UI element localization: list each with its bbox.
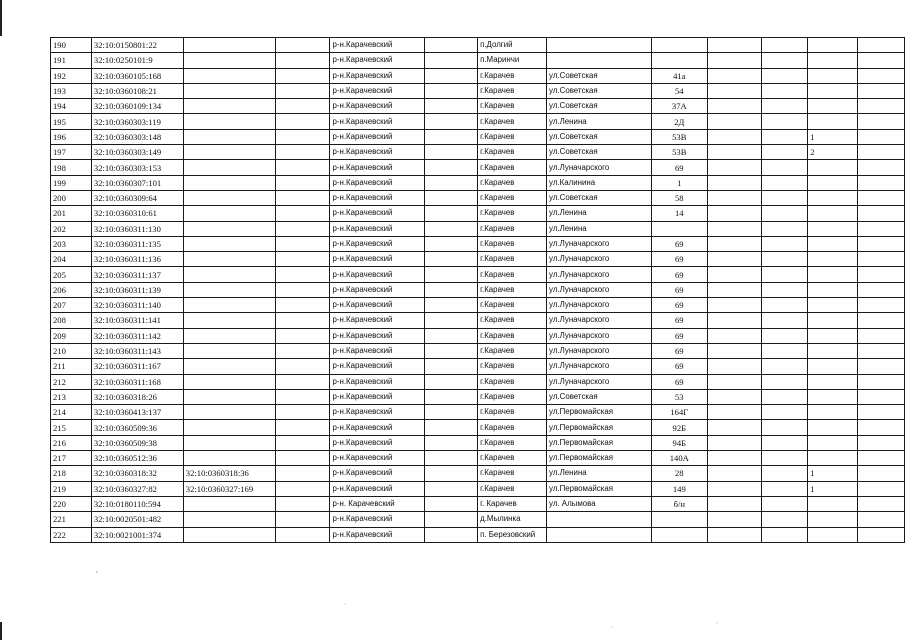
- settlement-cell: г.Карачев: [478, 145, 547, 160]
- row-number-cell: 193: [51, 83, 92, 98]
- unit-number-cell: 1: [808, 129, 858, 144]
- cadastral-number-cell: 32:10:0360311:137: [91, 267, 183, 282]
- row-number-cell: 207: [51, 298, 92, 313]
- house-number-cell: 53В: [651, 145, 707, 160]
- settlement-cell: г.Карачев: [478, 68, 547, 83]
- district-cell: р-н.Карачевский: [330, 160, 425, 175]
- district-cell: р-н.Карачевский: [330, 527, 425, 542]
- row-number-cell: 222: [51, 527, 92, 542]
- house-number-cell: 69: [651, 282, 707, 297]
- row-number-cell: 191: [51, 53, 92, 68]
- district-cell: р-н.Карачевский: [330, 466, 425, 481]
- house-number-cell: 69: [651, 374, 707, 389]
- cadastral-number-cell: 32:10:0360311:139: [91, 282, 183, 297]
- settlement-cell: г.Карачев: [478, 252, 547, 267]
- settlement-cell: г.Карачев: [478, 83, 547, 98]
- street-cell: ул.Луначарского: [547, 160, 652, 175]
- street-cell: ул.Первомайская: [547, 451, 652, 466]
- cadastral-number-cell: 32:10:0360311:140: [91, 298, 183, 313]
- district-cell: р-н.Карачевский: [330, 328, 425, 343]
- linked-cadastral-number-cell: 32:10:0360327:169: [183, 481, 275, 496]
- settlement-cell: г.Карачев: [478, 114, 547, 129]
- house-number-cell: 2Д: [651, 114, 707, 129]
- settlement-cell: г.Карачев: [478, 451, 547, 466]
- street-cell: ул.Луначарского: [547, 298, 652, 313]
- district-cell: р-н.Карачевский: [330, 481, 425, 496]
- row-number-cell: 196: [51, 129, 92, 144]
- row-number-cell: 202: [51, 221, 92, 236]
- cadastral-number-cell: 32:10:0360413:137: [91, 405, 183, 420]
- house-number-cell: 92Б: [651, 420, 707, 435]
- cadastral-number-cell: 32:10:0360509:38: [91, 435, 183, 450]
- district-cell: р-н.Карачевский: [330, 175, 425, 190]
- settlement-cell: г.Карачев: [478, 435, 547, 450]
- street-cell: ул.Луначарского: [547, 374, 652, 389]
- street-cell: ул.Калинина: [547, 175, 652, 190]
- row-number-cell: 212: [51, 374, 92, 389]
- house-number-cell: 28: [651, 466, 707, 481]
- district-cell: р-н.Карачевский: [330, 236, 425, 251]
- settlement-cell: г.Карачев: [478, 374, 547, 389]
- row-number-cell: 199: [51, 175, 92, 190]
- house-number-cell: 69: [651, 343, 707, 358]
- district-cell: р-н.Карачевский: [330, 267, 425, 282]
- settlement-cell: г.Карачев: [478, 389, 547, 404]
- settlement-cell: г.Карачев: [478, 343, 547, 358]
- district-cell: р-н.Карачевский: [330, 374, 425, 389]
- cadastral-number-cell: 32:10:0360311:168: [91, 374, 183, 389]
- cadastral-number-cell: 32:10:0360311:143: [91, 343, 183, 358]
- street-cell: ул.Ленина: [547, 206, 652, 221]
- cadastral-number-cell: 32:10:0360327:82: [91, 481, 183, 496]
- district-cell: р-н.Карачевский: [330, 145, 425, 160]
- house-number-cell: б/н: [651, 496, 707, 511]
- street-cell: ул. Алымова: [547, 496, 652, 511]
- district-cell: р-н. Карачевский: [330, 496, 425, 511]
- district-cell: р-н.Карачевский: [330, 206, 425, 221]
- district-cell: р-н.Карачевский: [330, 389, 425, 404]
- house-number-cell: 69: [651, 298, 707, 313]
- row-number-cell: 204: [51, 252, 92, 267]
- street-cell: ул.Луначарского: [547, 282, 652, 297]
- row-number-cell: 195: [51, 114, 92, 129]
- house-number-cell: 58: [651, 190, 707, 205]
- cadastral-number-cell: 32:10:0360311:142: [91, 328, 183, 343]
- street-cell: ул.Ленина: [547, 466, 652, 481]
- settlement-cell: г.Карачев: [478, 298, 547, 313]
- district-cell: р-н.Карачевский: [330, 68, 425, 83]
- district-cell: р-н.Карачевский: [330, 53, 425, 68]
- cadastral-number-cell: 32:10:0360310:61: [91, 206, 183, 221]
- street-cell: ул.Советская: [547, 389, 652, 404]
- settlement-cell: г. Карачев: [478, 496, 547, 511]
- street-cell: ул.Ленина: [547, 114, 652, 129]
- street-cell: ул.Первомайская: [547, 405, 652, 420]
- row-number-cell: 218: [51, 466, 92, 481]
- house-number-cell: 69: [651, 252, 707, 267]
- settlement-cell: п.Маринчи: [478, 53, 547, 68]
- district-cell: р-н.Карачевский: [330, 313, 425, 328]
- cadastral-number-cell: 32:10:0020501:482: [91, 512, 183, 527]
- row-number-cell: 200: [51, 190, 92, 205]
- cadastral-number-cell: 32:10:0360512:36: [91, 451, 183, 466]
- house-number-cell: 149: [651, 481, 707, 496]
- house-number-cell: 94Б: [651, 435, 707, 450]
- house-number-cell: 69: [651, 359, 707, 374]
- settlement-cell: г.Карачев: [478, 129, 547, 144]
- settlement-cell: г.Карачев: [478, 282, 547, 297]
- street-cell: ул.Луначарского: [547, 267, 652, 282]
- district-cell: р-н.Карачевский: [330, 38, 425, 53]
- cadastral-number-cell: 32:10:0180110:594: [91, 496, 183, 511]
- row-number-cell: 213: [51, 389, 92, 404]
- cadastral-number-cell: 32:10:0360309:64: [91, 190, 183, 205]
- cadastral-number-cell: 32:10:0360307:101: [91, 175, 183, 190]
- cadastral-number-cell: 32:10:0360509:36: [91, 420, 183, 435]
- row-number-cell: 194: [51, 99, 92, 114]
- district-cell: р-н.Карачевский: [330, 99, 425, 114]
- cadastral-number-cell: 32:10:0360303:148: [91, 129, 183, 144]
- row-number-cell: 215: [51, 420, 92, 435]
- row-number-cell: 209: [51, 328, 92, 343]
- settlement-cell: г.Карачев: [478, 466, 547, 481]
- cadastral-number-cell: 32:10:0360311:130: [91, 221, 183, 236]
- row-number-cell: 203: [51, 236, 92, 251]
- district-cell: р-н.Карачевский: [330, 282, 425, 297]
- unit-number-cell: 2: [808, 145, 858, 160]
- street-cell: ул.Советская: [547, 190, 652, 205]
- settlement-cell: д.Мылинка: [478, 512, 547, 527]
- house-number-cell: 1: [651, 175, 707, 190]
- house-number-cell: 69: [651, 267, 707, 282]
- cadastral-number-cell: 32:10:0360318:32: [91, 466, 183, 481]
- row-number-cell: 217: [51, 451, 92, 466]
- district-cell: р-н.Карачевский: [330, 451, 425, 466]
- settlement-cell: г.Карачев: [478, 405, 547, 420]
- house-number-cell: 54: [651, 83, 707, 98]
- street-cell: ул.Луначарского: [547, 313, 652, 328]
- district-cell: р-н.Карачевский: [330, 190, 425, 205]
- cadastral-number-cell: 32:10:0360109:134: [91, 99, 183, 114]
- district-cell: р-н.Карачевский: [330, 405, 425, 420]
- street-cell: ул.Луначарского: [547, 359, 652, 374]
- row-number-cell: 211: [51, 359, 92, 374]
- settlement-cell: г.Карачев: [478, 175, 547, 190]
- row-number-cell: 208: [51, 313, 92, 328]
- row-number-cell: 214: [51, 405, 92, 420]
- street-cell: ул.Луначарского: [547, 252, 652, 267]
- settlement-cell: г.Карачев: [478, 267, 547, 282]
- street-cell: ул.Луначарского: [547, 328, 652, 343]
- cadastral-number-cell: 32:10:0360318:26: [91, 389, 183, 404]
- settlement-cell: г.Карачев: [478, 221, 547, 236]
- district-cell: р-н.Карачевский: [330, 221, 425, 236]
- district-cell: р-н.Карачевский: [330, 343, 425, 358]
- street-cell: ул.Луначарского: [547, 343, 652, 358]
- house-number-cell: 53: [651, 389, 707, 404]
- settlement-cell: г.Карачев: [478, 420, 547, 435]
- settlement-cell: г.Карачев: [478, 481, 547, 496]
- district-cell: р-н.Карачевский: [330, 420, 425, 435]
- settlement-cell: г.Карачев: [478, 206, 547, 221]
- linked-cadastral-number-cell: 32:10:0360318:36: [183, 466, 275, 481]
- house-number-cell: 164Г: [651, 405, 707, 420]
- house-number-cell: 140А: [651, 451, 707, 466]
- house-number-cell: 53В: [651, 129, 707, 144]
- cadastral-number-cell: 32:10:0360303:149: [91, 145, 183, 160]
- street-cell: ул.Советская: [547, 68, 652, 83]
- settlement-cell: п. Березовский: [478, 527, 547, 542]
- unit-number-cell: 1: [808, 481, 858, 496]
- settlement-cell: г.Карачев: [478, 236, 547, 251]
- house-number-cell: 37А: [651, 99, 707, 114]
- street-cell: ул.Советская: [547, 99, 652, 114]
- row-number-cell: 190: [51, 38, 92, 53]
- street-cell: ул.Советская: [547, 83, 652, 98]
- unit-number-cell: 1: [808, 466, 858, 481]
- street-cell: ул.Первомайская: [547, 420, 652, 435]
- cadastral-number-cell: 32:10:0360108:21: [91, 83, 183, 98]
- house-number-cell: 69: [651, 328, 707, 343]
- row-number-cell: 201: [51, 206, 92, 221]
- house-number-cell: 69: [651, 160, 707, 175]
- settlement-cell: г.Карачев: [478, 99, 547, 114]
- cadastral-number-cell: 32:10:0360303:153: [91, 160, 183, 175]
- house-number-cell: 69: [651, 236, 707, 251]
- district-cell: р-н.Карачевский: [330, 114, 425, 129]
- street-cell: ул.Первомайская: [547, 481, 652, 496]
- cadastral-number-cell: 32:10:0360311:167: [91, 359, 183, 374]
- row-number-cell: 206: [51, 282, 92, 297]
- district-cell: р-н.Карачевский: [330, 252, 425, 267]
- settlement-cell: г.Карачев: [478, 313, 547, 328]
- cadastral-number-cell: 32:10:0021001:374: [91, 527, 183, 542]
- settlement-cell: г.Карачев: [478, 160, 547, 175]
- house-number-cell: 41а: [651, 68, 707, 83]
- cadastral-number-cell: 32:10:0360311:141: [91, 313, 183, 328]
- street-cell: ул.Луначарского: [547, 236, 652, 251]
- cadastral-number-cell: 32:10:0250101:9: [91, 53, 183, 68]
- settlement-cell: г.Карачев: [478, 190, 547, 205]
- district-cell: р-н.Карачевский: [330, 359, 425, 374]
- row-number-cell: 205: [51, 267, 92, 282]
- cadastral-number-cell: 32:10:0360105:168: [91, 68, 183, 83]
- row-number-cell: 216: [51, 435, 92, 450]
- street-cell: ул.Первомайская: [547, 435, 652, 450]
- settlement-cell: г.Карачев: [478, 328, 547, 343]
- district-cell: р-н.Карачевский: [330, 512, 425, 527]
- house-number-cell: 14: [651, 206, 707, 221]
- row-number-cell: 221: [51, 512, 92, 527]
- cadastral-number-cell: 32:10:0360311:136: [91, 252, 183, 267]
- cadastral-number-cell: 32:10:0360303:119: [91, 114, 183, 129]
- house-number-cell: 69: [651, 313, 707, 328]
- row-number-cell: 220: [51, 496, 92, 511]
- district-cell: р-н.Карачевский: [330, 435, 425, 450]
- district-cell: р-н.Карачевский: [330, 83, 425, 98]
- street-cell: ул.Советская: [547, 129, 652, 144]
- district-cell: р-н.Карачевский: [330, 129, 425, 144]
- row-number-cell: 197: [51, 145, 92, 160]
- street-cell: ул.Ленина: [547, 221, 652, 236]
- row-number-cell: 192: [51, 68, 92, 83]
- settlement-cell: п.Долгий: [478, 38, 547, 53]
- row-number-cell: 198: [51, 160, 92, 175]
- row-number-cell: 210: [51, 343, 92, 358]
- cadastral-number-cell: 32:10:0150801:22: [91, 38, 183, 53]
- cadastral-number-cell: 32:10:0360311:135: [91, 236, 183, 251]
- settlement-cell: г.Карачев: [478, 359, 547, 374]
- row-number-cell: 219: [51, 481, 92, 496]
- district-cell: р-н.Карачевский: [330, 298, 425, 313]
- street-cell: ул.Советская: [547, 145, 652, 160]
